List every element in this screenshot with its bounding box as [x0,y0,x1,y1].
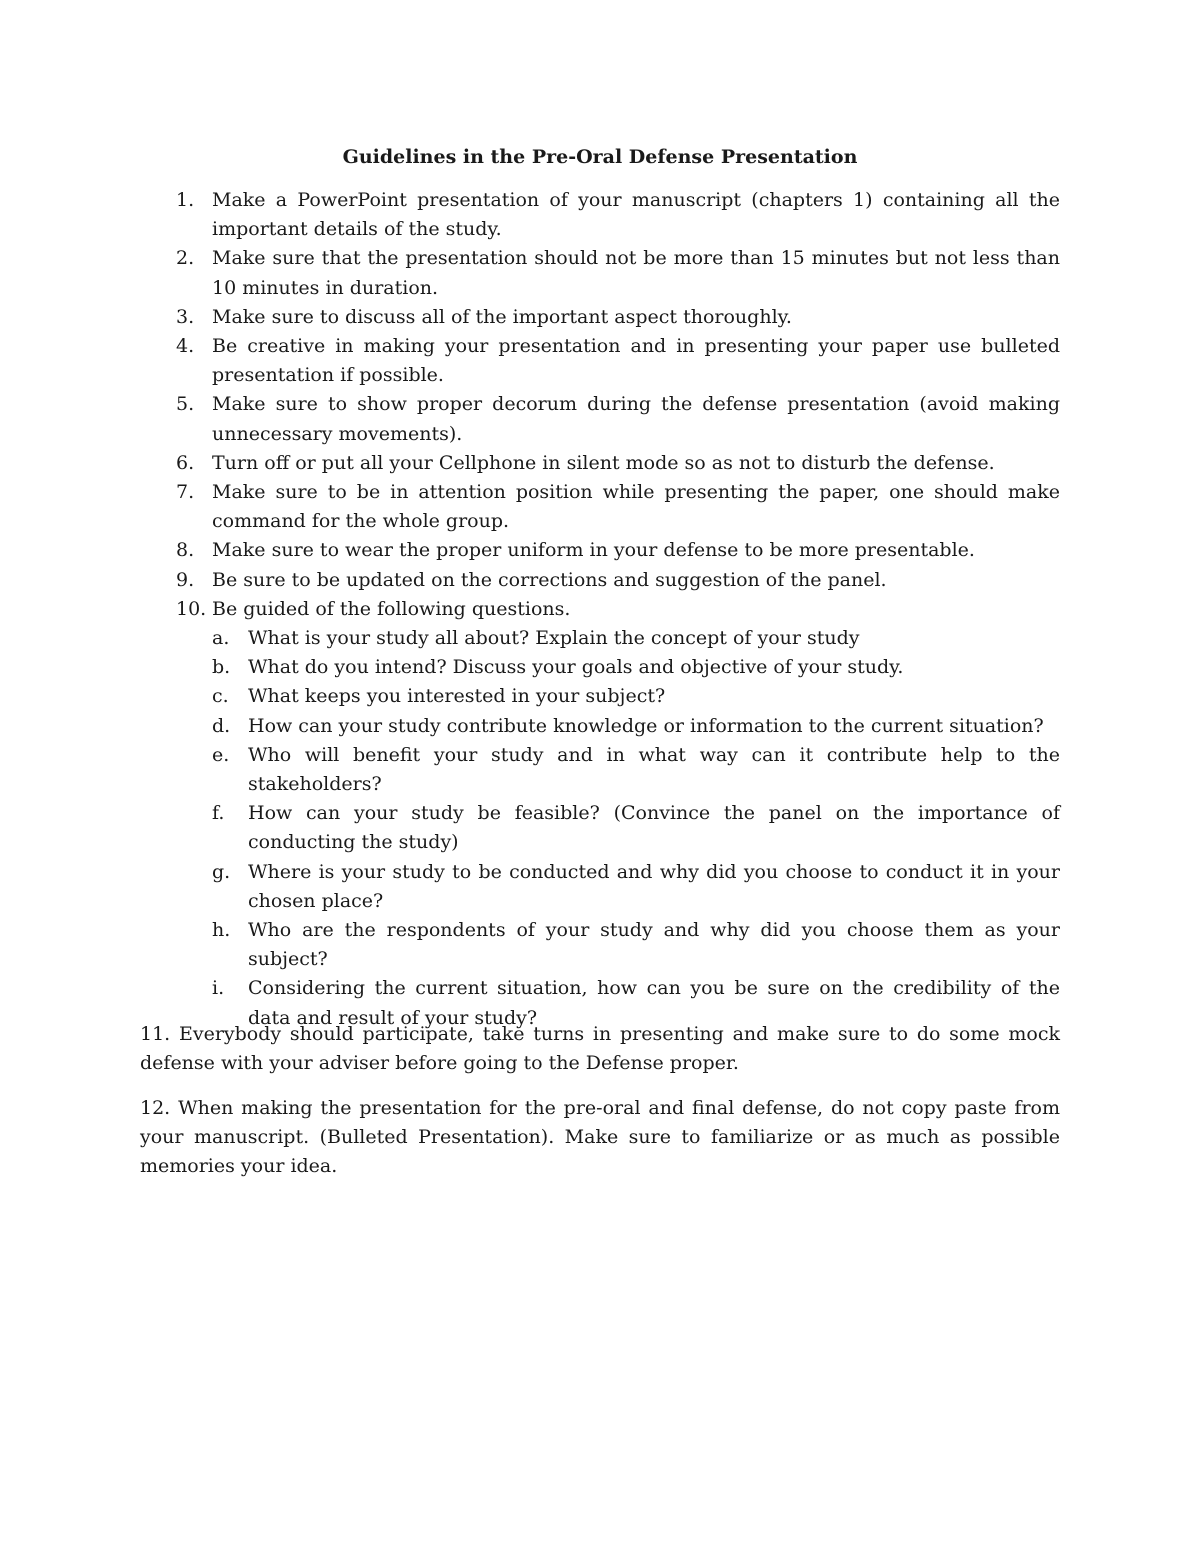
list-item [176,536,1060,565]
item-number: 4. [176,335,195,358]
question-item [212,916,1060,974]
question-letter: i. [212,977,225,1000]
question-letter: f. [212,802,225,825]
question-letter: e. [212,743,230,766]
list-item [176,390,1060,448]
question-text: Who will benefit your study and in what way can it contribute help to the stakeholders? [248,743,1060,796]
list-item [176,303,1060,332]
item-number: 8. [176,539,195,562]
question-item [212,799,1060,857]
item-text: Make sure to discuss all of the important aspect thoroughly. [212,305,792,328]
item-number: 7. [176,481,195,504]
question-text: What do you intend? Discuss your goals and objective of your study. [248,656,904,679]
paragraph-11: 11. Everybody should participate, take turns in presenting and make sure to do some mock defense with your adviser before going to the Defense proper. [140,1023,1060,1075]
item-text: Make a PowerPoint presentation of your manuscript (chapters 1) containing all the important details of the study. [212,189,1060,241]
question-text: Who are the respondents of your study and why did you choose them as your subject? [248,919,1060,971]
item-number: 6. [176,451,195,474]
item-text: Make sure to wear the proper uniform in your defense to be more presentable. [212,539,975,562]
question-item [212,624,1060,653]
list-item [176,566,1060,595]
question-letter: a. [212,627,230,650]
item-text: Make sure to be in attention position while presenting the paper, one should make command for the whole group. [212,481,1060,533]
guidelines-list [176,186,1060,1033]
question-item [212,653,1060,682]
item-text: Make sure to show proper decorum during the defense presentation (avoid making unnecessary movements). [212,393,1060,445]
document-title: Guidelines in the Pre-Oral Defense Presentation [342,146,858,168]
list-item [176,332,1060,390]
question-text: How can your study be feasible? (Convince the panel on the importance of conducting the study) [248,802,1060,854]
question-item [212,712,1060,741]
item-body [212,595,1060,1033]
question-text: What is your study all about? Explain the concept of your study [248,627,860,650]
question-text: What keeps you interested in your subject? [248,685,666,708]
list-item [176,595,1060,1033]
item-number: 1. [176,189,195,211]
question-item [212,682,1060,711]
question-letter: h. [212,919,231,942]
question-item [212,741,1060,799]
question-text: Considering the current situation, how can you be sure on the credibility of the data and result of your study? [248,977,1060,1029]
question-letter: c. [212,685,229,708]
question-text: How can your study contribute knowledge or information to the current situation? [248,714,1044,737]
question-text: Where is your study to be conducted and why did you choose to conduct it in your chosen place? [248,860,1060,912]
paragraph-12: 12. When making the presentation for the pre-oral and final defense, do not copy paste from your manuscript. (Bulleted Presentation). Make sure to familiarize or as much as possible memories your idea. [140,1097,1060,1178]
item-number: 2. [176,247,195,270]
list-item [176,478,1060,536]
list-item [176,244,1060,302]
question-letter: b. [212,656,231,679]
question-letter: d. [212,714,231,737]
item-text: Turn off or put all your Cellphone in silent mode so as not to disturb the defense. [212,451,995,474]
item-number: 10. [176,597,207,620]
list-item [176,186,1060,244]
item-number: 9. [176,568,195,591]
question-letter: g. [212,860,231,883]
question-item [212,858,1060,916]
item-number: 3. [176,305,195,328]
item-text: Be creative in making your presentation and in presenting your paper use bulleted presentation if possible. [212,335,1060,387]
item-text: Make sure that the presentation should not be more than 15 minutes but not less than 10 minutes in duration. [212,247,1060,299]
item-text: Be guided of the following questions. [212,597,571,620]
questions-list [212,624,1060,1033]
item-number: 5. [176,393,195,416]
list-item [176,449,1060,478]
item-text: Be sure to be updated on the corrections and suggestion of the panel. [212,568,887,591]
